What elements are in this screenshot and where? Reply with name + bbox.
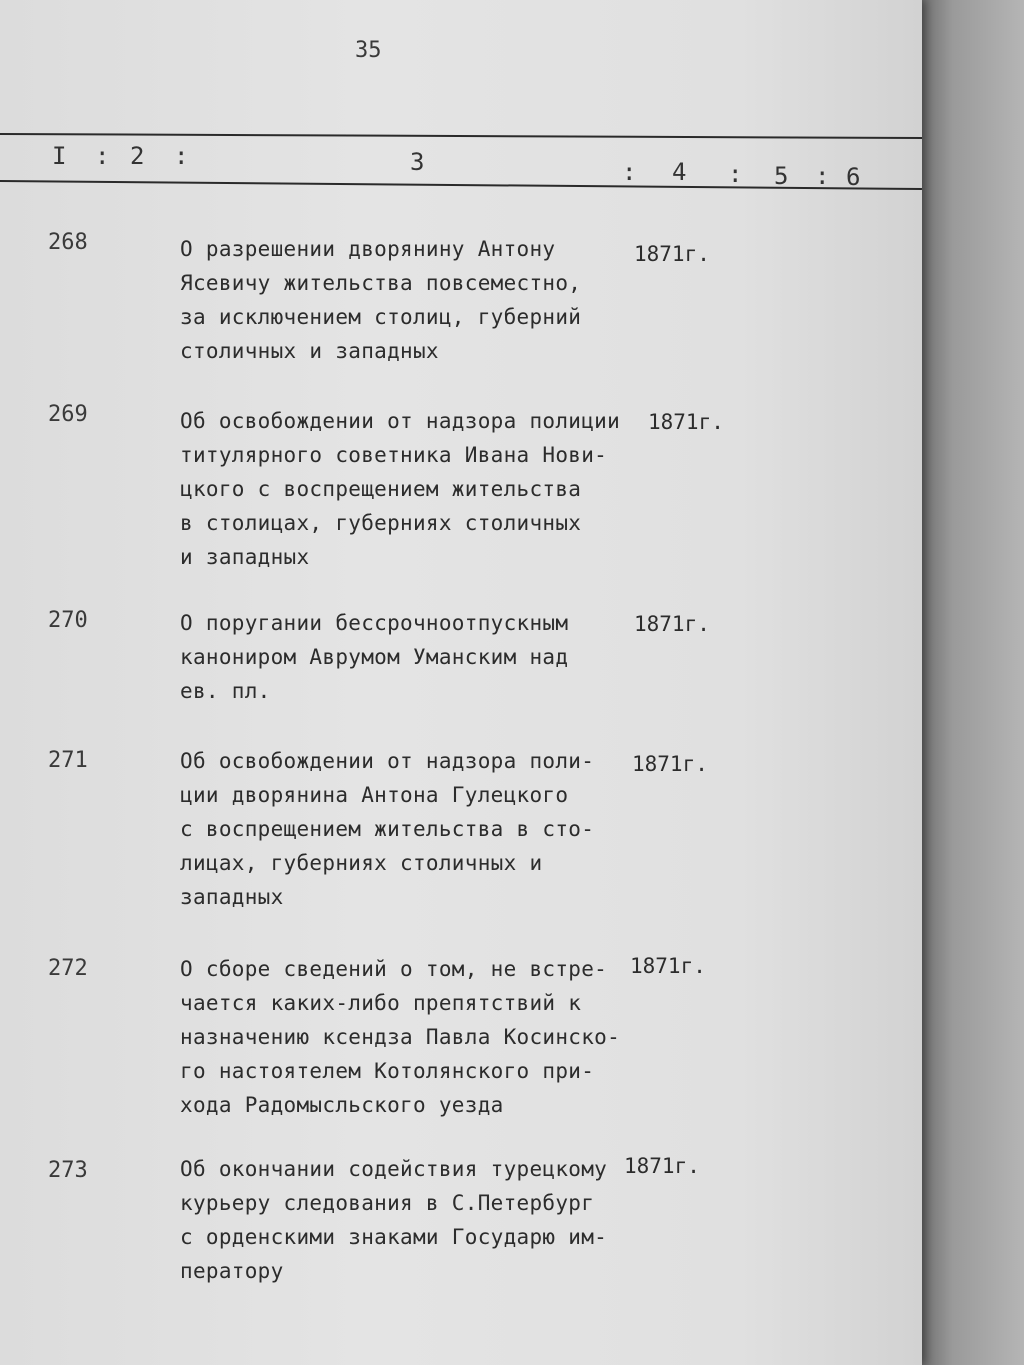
record-description: О разрешении дворянину Антону Ясевичу жительства повсеместно, за исключением столиц, губерний столичных и западных [180,237,582,363]
record-year: 1871г. [634,612,710,636]
background-surface [922,0,1024,1365]
record-year: 1871г. [630,954,706,978]
header-col-3: 3 [410,148,425,176]
record-number: 273 [48,1158,88,1183]
record-number: 268 [48,230,88,255]
header-col-1: I [52,142,67,170]
header-separator: : [728,160,743,188]
record-number: 271 [48,748,88,773]
header-separator: : [815,162,830,190]
header-separator: : [95,142,110,170]
record-description: О поругании бессрочноотпускным канониром Аврумом Уманским над ев. пл. [180,611,569,703]
record-number: 270 [48,608,88,633]
header-col-6: 6 [846,163,861,191]
record-number: 269 [48,402,88,427]
header-col-4: 4 [672,158,687,186]
record-description: Об освобождении от надзора полиции титулярного советника Ивана Нови- цкого с воспрещением жительства в столицах, губерниях столичных и западных [180,409,621,569]
page-number: 35 [355,38,382,63]
record-year: 1871г. [648,410,724,434]
record-description: Об освобождении от надзора поли- ции дворянина Антона Гулецкого с воспрещением жительства в сто- лицах, губерниях столичных и западных [180,749,595,909]
record-number: 272 [48,956,88,981]
record-description: Об окончании содействия турецкому курьеру следования в С.Петербург с орденскими знаками Государю им- ператору [180,1157,608,1283]
record-year: 1871г. [624,1154,700,1178]
record-year: 1871г. [634,242,710,266]
header-col-5: 5 [774,162,789,190]
header-separator: : [622,158,637,186]
record-description: О сборе сведений о том, не встре- чается каких-либо препятствий к назначению ксендза Павла Косинско- го настоятелем Котолянского при- хода Радомысльского уезда [180,957,621,1117]
header-separator: : [174,142,189,170]
record-year: 1871г. [632,752,708,776]
header-col-2: 2 [130,142,145,170]
header-top-rule [0,133,922,139]
